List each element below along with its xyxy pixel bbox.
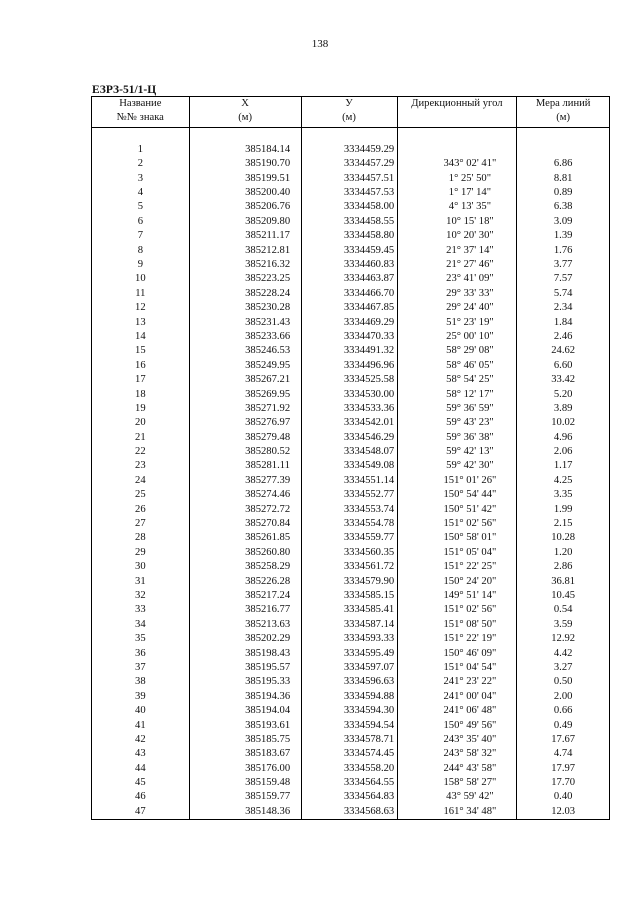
direction-angle: 1° 17' 14" bbox=[397, 186, 517, 200]
direction-angle: 58° 12' 17" bbox=[397, 388, 517, 402]
line-length: 2.00 bbox=[517, 690, 610, 704]
y-coordinate: 3334470.33 bbox=[301, 330, 397, 344]
direction-angle bbox=[397, 143, 517, 157]
point-number: 13 bbox=[92, 316, 190, 330]
direction-angle: 58° 54' 25" bbox=[397, 373, 517, 387]
direction-angle: 149° 51' 14" bbox=[397, 589, 517, 603]
table-row bbox=[92, 517, 610, 531]
table-row bbox=[92, 546, 610, 560]
table-row bbox=[92, 330, 610, 344]
point-number: 24 bbox=[92, 474, 190, 488]
table-row bbox=[92, 647, 610, 661]
direction-angle: 58° 46' 05" bbox=[397, 359, 517, 373]
direction-angle: 151° 08' 50" bbox=[397, 618, 517, 632]
point-number: 41 bbox=[92, 719, 190, 733]
y-coordinate: 3334585.41 bbox=[301, 604, 397, 618]
table-row bbox=[92, 791, 610, 805]
y-coordinate: 3334530.00 bbox=[301, 388, 397, 402]
table-row bbox=[92, 359, 610, 373]
table-row bbox=[92, 402, 610, 416]
y-coordinate: 3334457.51 bbox=[301, 172, 397, 186]
direction-angle: 158° 58' 27" bbox=[397, 776, 517, 790]
y-coordinate: 3334594.30 bbox=[301, 704, 397, 718]
table-row bbox=[92, 373, 610, 387]
line-length: 4.42 bbox=[517, 647, 610, 661]
table-row bbox=[92, 604, 610, 618]
direction-angle: 151° 02' 56" bbox=[397, 604, 517, 618]
point-number: 26 bbox=[92, 503, 190, 517]
y-coordinate: 3334559.77 bbox=[301, 532, 397, 546]
y-coordinate: 3334549.08 bbox=[301, 460, 397, 474]
table-row bbox=[92, 805, 610, 820]
x-coordinate: 385184.14 bbox=[189, 143, 301, 157]
y-coordinate: 3334463.87 bbox=[301, 273, 397, 287]
line-length: 12.92 bbox=[517, 632, 610, 646]
direction-angle: 241° 00' 04" bbox=[397, 690, 517, 704]
direction-angle: 151° 04' 54" bbox=[397, 661, 517, 675]
x-coordinate: 385231.43 bbox=[189, 316, 301, 330]
line-length: 3.35 bbox=[517, 488, 610, 502]
line-length: 4.74 bbox=[517, 747, 610, 761]
table-row bbox=[92, 575, 610, 589]
y-coordinate: 3334548.07 bbox=[301, 445, 397, 459]
y-coordinate: 3334533.36 bbox=[301, 402, 397, 416]
direction-angle: 150° 46' 09" bbox=[397, 647, 517, 661]
point-number: 32 bbox=[92, 589, 190, 603]
table-row bbox=[92, 258, 610, 272]
line-length: 2.86 bbox=[517, 560, 610, 574]
y-coordinate: 3334564.55 bbox=[301, 776, 397, 790]
y-coordinate: 3334594.88 bbox=[301, 690, 397, 704]
x-coordinate: 385194.04 bbox=[189, 704, 301, 718]
direction-angle: 29° 33' 33" bbox=[397, 287, 517, 301]
line-length: 17.97 bbox=[517, 762, 610, 776]
point-number: 37 bbox=[92, 661, 190, 675]
point-number: 46 bbox=[92, 791, 190, 805]
y-coordinate: 3334467.85 bbox=[301, 301, 397, 315]
header-line-length: Мера линий (м) bbox=[517, 97, 610, 128]
table-spacer-row bbox=[92, 128, 610, 144]
x-coordinate: 385213.63 bbox=[189, 618, 301, 632]
point-number: 21 bbox=[92, 431, 190, 445]
direction-angle: 150° 51' 42" bbox=[397, 503, 517, 517]
point-number: 38 bbox=[92, 675, 190, 689]
table-row bbox=[92, 632, 610, 646]
table-row bbox=[92, 719, 610, 733]
y-coordinate: 3334551.14 bbox=[301, 474, 397, 488]
x-coordinate: 385261.85 bbox=[189, 532, 301, 546]
table-row bbox=[92, 201, 610, 215]
line-length: 1.76 bbox=[517, 244, 610, 258]
direction-angle: 241° 06' 48" bbox=[397, 704, 517, 718]
y-coordinate: 3334525.58 bbox=[301, 373, 397, 387]
table-row bbox=[92, 675, 610, 689]
point-number: 47 bbox=[92, 805, 190, 820]
point-number: 11 bbox=[92, 287, 190, 301]
direction-angle: 21° 27' 46" bbox=[397, 258, 517, 272]
x-coordinate: 385148.36 bbox=[189, 805, 301, 820]
table-row bbox=[92, 186, 610, 200]
point-number: 29 bbox=[92, 546, 190, 560]
x-coordinate: 385274.46 bbox=[189, 488, 301, 502]
point-number: 1 bbox=[92, 143, 190, 157]
direction-angle: 1° 25' 50" bbox=[397, 172, 517, 186]
x-coordinate: 385216.32 bbox=[189, 258, 301, 272]
direction-angle: 150° 54' 44" bbox=[397, 488, 517, 502]
point-number: 25 bbox=[92, 488, 190, 502]
x-coordinate: 385223.25 bbox=[189, 273, 301, 287]
y-coordinate: 3334585.15 bbox=[301, 589, 397, 603]
point-number: 10 bbox=[92, 273, 190, 287]
x-coordinate: 385258.29 bbox=[189, 560, 301, 574]
point-number: 43 bbox=[92, 747, 190, 761]
x-coordinate: 385233.66 bbox=[189, 330, 301, 344]
header-y: У (м) bbox=[301, 97, 397, 128]
x-coordinate: 385228.24 bbox=[189, 287, 301, 301]
point-number: 2 bbox=[92, 157, 190, 171]
y-coordinate: 3334496.96 bbox=[301, 359, 397, 373]
line-length: 6.86 bbox=[517, 157, 610, 171]
direction-angle: 151° 01' 26" bbox=[397, 474, 517, 488]
line-length: 0.49 bbox=[517, 719, 610, 733]
section-title: ЕЗРЗ-51/1-Ц bbox=[92, 84, 157, 96]
y-coordinate: 3334457.29 bbox=[301, 157, 397, 171]
point-number: 40 bbox=[92, 704, 190, 718]
x-coordinate: 385276.97 bbox=[189, 416, 301, 430]
table-row bbox=[92, 244, 610, 258]
point-number: 17 bbox=[92, 373, 190, 387]
y-coordinate: 3334595.49 bbox=[301, 647, 397, 661]
point-number: 18 bbox=[92, 388, 190, 402]
point-number: 36 bbox=[92, 647, 190, 661]
direction-angle: 151° 22' 25" bbox=[397, 560, 517, 574]
x-coordinate: 385195.33 bbox=[189, 675, 301, 689]
table-row bbox=[92, 661, 610, 675]
y-coordinate: 3334560.35 bbox=[301, 546, 397, 560]
direction-angle: 241° 23' 22" bbox=[397, 675, 517, 689]
y-coordinate: 3334458.80 bbox=[301, 229, 397, 243]
x-coordinate: 385190.70 bbox=[189, 157, 301, 171]
line-length: 0.40 bbox=[517, 791, 610, 805]
point-number: 14 bbox=[92, 330, 190, 344]
point-number: 35 bbox=[92, 632, 190, 646]
y-coordinate: 3334469.29 bbox=[301, 316, 397, 330]
y-coordinate: 3334574.45 bbox=[301, 747, 397, 761]
table-row bbox=[92, 172, 610, 186]
y-coordinate: 3334578.71 bbox=[301, 733, 397, 747]
table-row bbox=[92, 589, 610, 603]
y-coordinate: 3334458.00 bbox=[301, 201, 397, 215]
x-coordinate: 385226.28 bbox=[189, 575, 301, 589]
point-number: 12 bbox=[92, 301, 190, 315]
line-length: 6.60 bbox=[517, 359, 610, 373]
direction-angle: 59° 42' 13" bbox=[397, 445, 517, 459]
table-row bbox=[92, 388, 610, 402]
direction-angle: 59° 36' 38" bbox=[397, 431, 517, 445]
y-coordinate: 3334459.45 bbox=[301, 244, 397, 258]
y-coordinate: 3334546.29 bbox=[301, 431, 397, 445]
table-body bbox=[92, 128, 610, 820]
point-number: 23 bbox=[92, 460, 190, 474]
line-length: 2.06 bbox=[517, 445, 610, 459]
x-coordinate: 385202.29 bbox=[189, 632, 301, 646]
direction-angle: 59° 36' 59" bbox=[397, 402, 517, 416]
table-row bbox=[92, 287, 610, 301]
x-coordinate: 385271.92 bbox=[189, 402, 301, 416]
line-length: 17.70 bbox=[517, 776, 610, 790]
direction-angle: 150° 24' 20" bbox=[397, 575, 517, 589]
x-coordinate: 385198.43 bbox=[189, 647, 301, 661]
direction-angle: 244° 43' 58" bbox=[397, 762, 517, 776]
line-length: 10.02 bbox=[517, 416, 610, 430]
x-coordinate: 385269.95 bbox=[189, 388, 301, 402]
direction-angle: 161° 34' 48" bbox=[397, 805, 517, 820]
line-length: 5.74 bbox=[517, 287, 610, 301]
x-coordinate: 385199.51 bbox=[189, 172, 301, 186]
point-number: 7 bbox=[92, 229, 190, 243]
x-coordinate: 385195.57 bbox=[189, 661, 301, 675]
line-length: 4.96 bbox=[517, 431, 610, 445]
direction-angle: 150° 58' 01" bbox=[397, 532, 517, 546]
direction-angle: 25° 00' 10" bbox=[397, 330, 517, 344]
page-number: 138 bbox=[311, 38, 329, 50]
line-length: 4.25 bbox=[517, 474, 610, 488]
direction-angle: 58° 29' 08" bbox=[397, 344, 517, 358]
x-coordinate: 385211.17 bbox=[189, 229, 301, 243]
x-coordinate: 385230.28 bbox=[189, 301, 301, 315]
x-coordinate: 385209.80 bbox=[189, 215, 301, 229]
y-coordinate: 3334491.32 bbox=[301, 344, 397, 358]
line-length: 3.77 bbox=[517, 258, 610, 272]
table-row bbox=[92, 316, 610, 330]
x-coordinate: 385200.40 bbox=[189, 186, 301, 200]
line-length: 1.99 bbox=[517, 503, 610, 517]
point-number: 16 bbox=[92, 359, 190, 373]
x-coordinate: 385206.76 bbox=[189, 201, 301, 215]
line-length: 2.34 bbox=[517, 301, 610, 315]
point-number: 19 bbox=[92, 402, 190, 416]
y-coordinate: 3334593.33 bbox=[301, 632, 397, 646]
direction-angle: 243° 58' 32" bbox=[397, 747, 517, 761]
x-coordinate: 385279.48 bbox=[189, 431, 301, 445]
x-coordinate: 385212.81 bbox=[189, 244, 301, 258]
direction-angle: 10° 20' 30" bbox=[397, 229, 517, 243]
table-row bbox=[92, 503, 610, 517]
x-coordinate: 385277.39 bbox=[189, 474, 301, 488]
x-coordinate: 385267.21 bbox=[189, 373, 301, 387]
line-length: 3.59 bbox=[517, 618, 610, 632]
y-coordinate: 3334466.70 bbox=[301, 287, 397, 301]
y-coordinate: 3334460.83 bbox=[301, 258, 397, 272]
header-point-name: Название №№ знака bbox=[92, 97, 190, 128]
direction-angle: 10° 15' 18" bbox=[397, 215, 517, 229]
table-row bbox=[92, 460, 610, 474]
line-length: 12.03 bbox=[517, 805, 610, 820]
line-length bbox=[517, 143, 610, 157]
point-number: 44 bbox=[92, 762, 190, 776]
y-coordinate: 3334552.77 bbox=[301, 488, 397, 502]
line-length: 1.17 bbox=[517, 460, 610, 474]
coordinates-table bbox=[91, 96, 610, 820]
direction-angle: 4° 13' 35" bbox=[397, 201, 517, 215]
table-row bbox=[92, 618, 610, 632]
line-length: 6.38 bbox=[517, 201, 610, 215]
table-row bbox=[92, 157, 610, 171]
header-x: X (м) bbox=[189, 97, 301, 128]
table-row bbox=[92, 704, 610, 718]
direction-angle: 151° 02' 56" bbox=[397, 517, 517, 531]
point-number: 42 bbox=[92, 733, 190, 747]
line-length: 3.27 bbox=[517, 661, 610, 675]
line-length: 3.09 bbox=[517, 215, 610, 229]
line-length: 7.57 bbox=[517, 273, 610, 287]
x-coordinate: 385272.72 bbox=[189, 503, 301, 517]
y-coordinate: 3334561.72 bbox=[301, 560, 397, 574]
point-number: 30 bbox=[92, 560, 190, 574]
table-row bbox=[92, 431, 610, 445]
y-coordinate: 3334579.90 bbox=[301, 575, 397, 589]
header-direction-angle: Дирекционный угол bbox=[397, 97, 517, 128]
line-length: 33.42 bbox=[517, 373, 610, 387]
point-number: 9 bbox=[92, 258, 190, 272]
line-length: 1.20 bbox=[517, 546, 610, 560]
x-coordinate: 385159.77 bbox=[189, 791, 301, 805]
x-coordinate: 385249.95 bbox=[189, 359, 301, 373]
point-number: 22 bbox=[92, 445, 190, 459]
y-coordinate: 3334568.63 bbox=[301, 805, 397, 820]
y-coordinate: 3334457.53 bbox=[301, 186, 397, 200]
direction-angle: 21° 37' 14" bbox=[397, 244, 517, 258]
table-row bbox=[92, 344, 610, 358]
table-row bbox=[92, 416, 610, 430]
table-row bbox=[92, 229, 610, 243]
table-row bbox=[92, 690, 610, 704]
point-number: 31 bbox=[92, 575, 190, 589]
x-coordinate: 385216.77 bbox=[189, 604, 301, 618]
point-number: 20 bbox=[92, 416, 190, 430]
point-number: 28 bbox=[92, 532, 190, 546]
table-row bbox=[92, 488, 610, 502]
line-length: 36.81 bbox=[517, 575, 610, 589]
x-coordinate: 385260.80 bbox=[189, 546, 301, 560]
line-length: 24.62 bbox=[517, 344, 610, 358]
direction-angle: 243° 35' 40" bbox=[397, 733, 517, 747]
line-length: 8.81 bbox=[517, 172, 610, 186]
table-row bbox=[92, 747, 610, 761]
y-coordinate: 3334553.74 bbox=[301, 503, 397, 517]
y-coordinate: 3334597.07 bbox=[301, 661, 397, 675]
direction-angle: 29° 24' 40" bbox=[397, 301, 517, 315]
x-coordinate: 385281.11 bbox=[189, 460, 301, 474]
x-coordinate: 385194.36 bbox=[189, 690, 301, 704]
point-number: 6 bbox=[92, 215, 190, 229]
x-coordinate: 385183.67 bbox=[189, 747, 301, 761]
x-coordinate: 385176.00 bbox=[189, 762, 301, 776]
line-length: 10.28 bbox=[517, 532, 610, 546]
direction-angle: 51° 23' 19" bbox=[397, 316, 517, 330]
point-number: 3 bbox=[92, 172, 190, 186]
point-number: 27 bbox=[92, 517, 190, 531]
direction-angle: 150° 49' 56" bbox=[397, 719, 517, 733]
point-number: 4 bbox=[92, 186, 190, 200]
y-coordinate: 3334459.29 bbox=[301, 143, 397, 157]
y-coordinate: 3334458.55 bbox=[301, 215, 397, 229]
line-length: 2.15 bbox=[517, 517, 610, 531]
line-length: 2.46 bbox=[517, 330, 610, 344]
y-coordinate: 3334564.83 bbox=[301, 791, 397, 805]
y-coordinate: 3334542.01 bbox=[301, 416, 397, 430]
line-length: 1.39 bbox=[517, 229, 610, 243]
point-number: 33 bbox=[92, 604, 190, 618]
x-coordinate: 385193.61 bbox=[189, 719, 301, 733]
line-length: 5.20 bbox=[517, 388, 610, 402]
table-row bbox=[92, 474, 610, 488]
table-row bbox=[92, 776, 610, 790]
point-number: 34 bbox=[92, 618, 190, 632]
direction-angle: 59° 43' 23" bbox=[397, 416, 517, 430]
table-header-row bbox=[92, 97, 610, 128]
line-length: 10.45 bbox=[517, 589, 610, 603]
x-coordinate: 385217.24 bbox=[189, 589, 301, 603]
point-number: 45 bbox=[92, 776, 190, 790]
point-number: 15 bbox=[92, 344, 190, 358]
point-number: 8 bbox=[92, 244, 190, 258]
point-number: 5 bbox=[92, 201, 190, 215]
direction-angle: 343° 02' 41" bbox=[397, 157, 517, 171]
table-row bbox=[92, 762, 610, 776]
direction-angle: 43° 59' 42" bbox=[397, 791, 517, 805]
direction-angle: 23° 41' 09" bbox=[397, 273, 517, 287]
point-number: 39 bbox=[92, 690, 190, 704]
table-row bbox=[92, 733, 610, 747]
line-length: 3.89 bbox=[517, 402, 610, 416]
table-row bbox=[92, 215, 610, 229]
y-coordinate: 3334558.20 bbox=[301, 762, 397, 776]
direction-angle: 59° 42' 30" bbox=[397, 460, 517, 474]
line-length: 0.66 bbox=[517, 704, 610, 718]
x-coordinate: 385246.53 bbox=[189, 344, 301, 358]
y-coordinate: 3334554.78 bbox=[301, 517, 397, 531]
y-coordinate: 3334587.14 bbox=[301, 618, 397, 632]
table-row bbox=[92, 532, 610, 546]
line-length: 0.50 bbox=[517, 675, 610, 689]
x-coordinate: 385280.52 bbox=[189, 445, 301, 459]
table-row bbox=[92, 273, 610, 287]
table-row bbox=[92, 143, 610, 157]
direction-angle: 151° 22' 19" bbox=[397, 632, 517, 646]
y-coordinate: 3334594.54 bbox=[301, 719, 397, 733]
x-coordinate: 385185.75 bbox=[189, 733, 301, 747]
line-length: 0.89 bbox=[517, 186, 610, 200]
x-coordinate: 385159.48 bbox=[189, 776, 301, 790]
direction-angle: 151° 05' 04" bbox=[397, 546, 517, 560]
line-length: 0.54 bbox=[517, 604, 610, 618]
table-row bbox=[92, 301, 610, 315]
line-length: 17.67 bbox=[517, 733, 610, 747]
table-row bbox=[92, 445, 610, 459]
table-row bbox=[92, 560, 610, 574]
line-length: 1.84 bbox=[517, 316, 610, 330]
x-coordinate: 385270.84 bbox=[189, 517, 301, 531]
y-coordinate: 3334596.63 bbox=[301, 675, 397, 689]
